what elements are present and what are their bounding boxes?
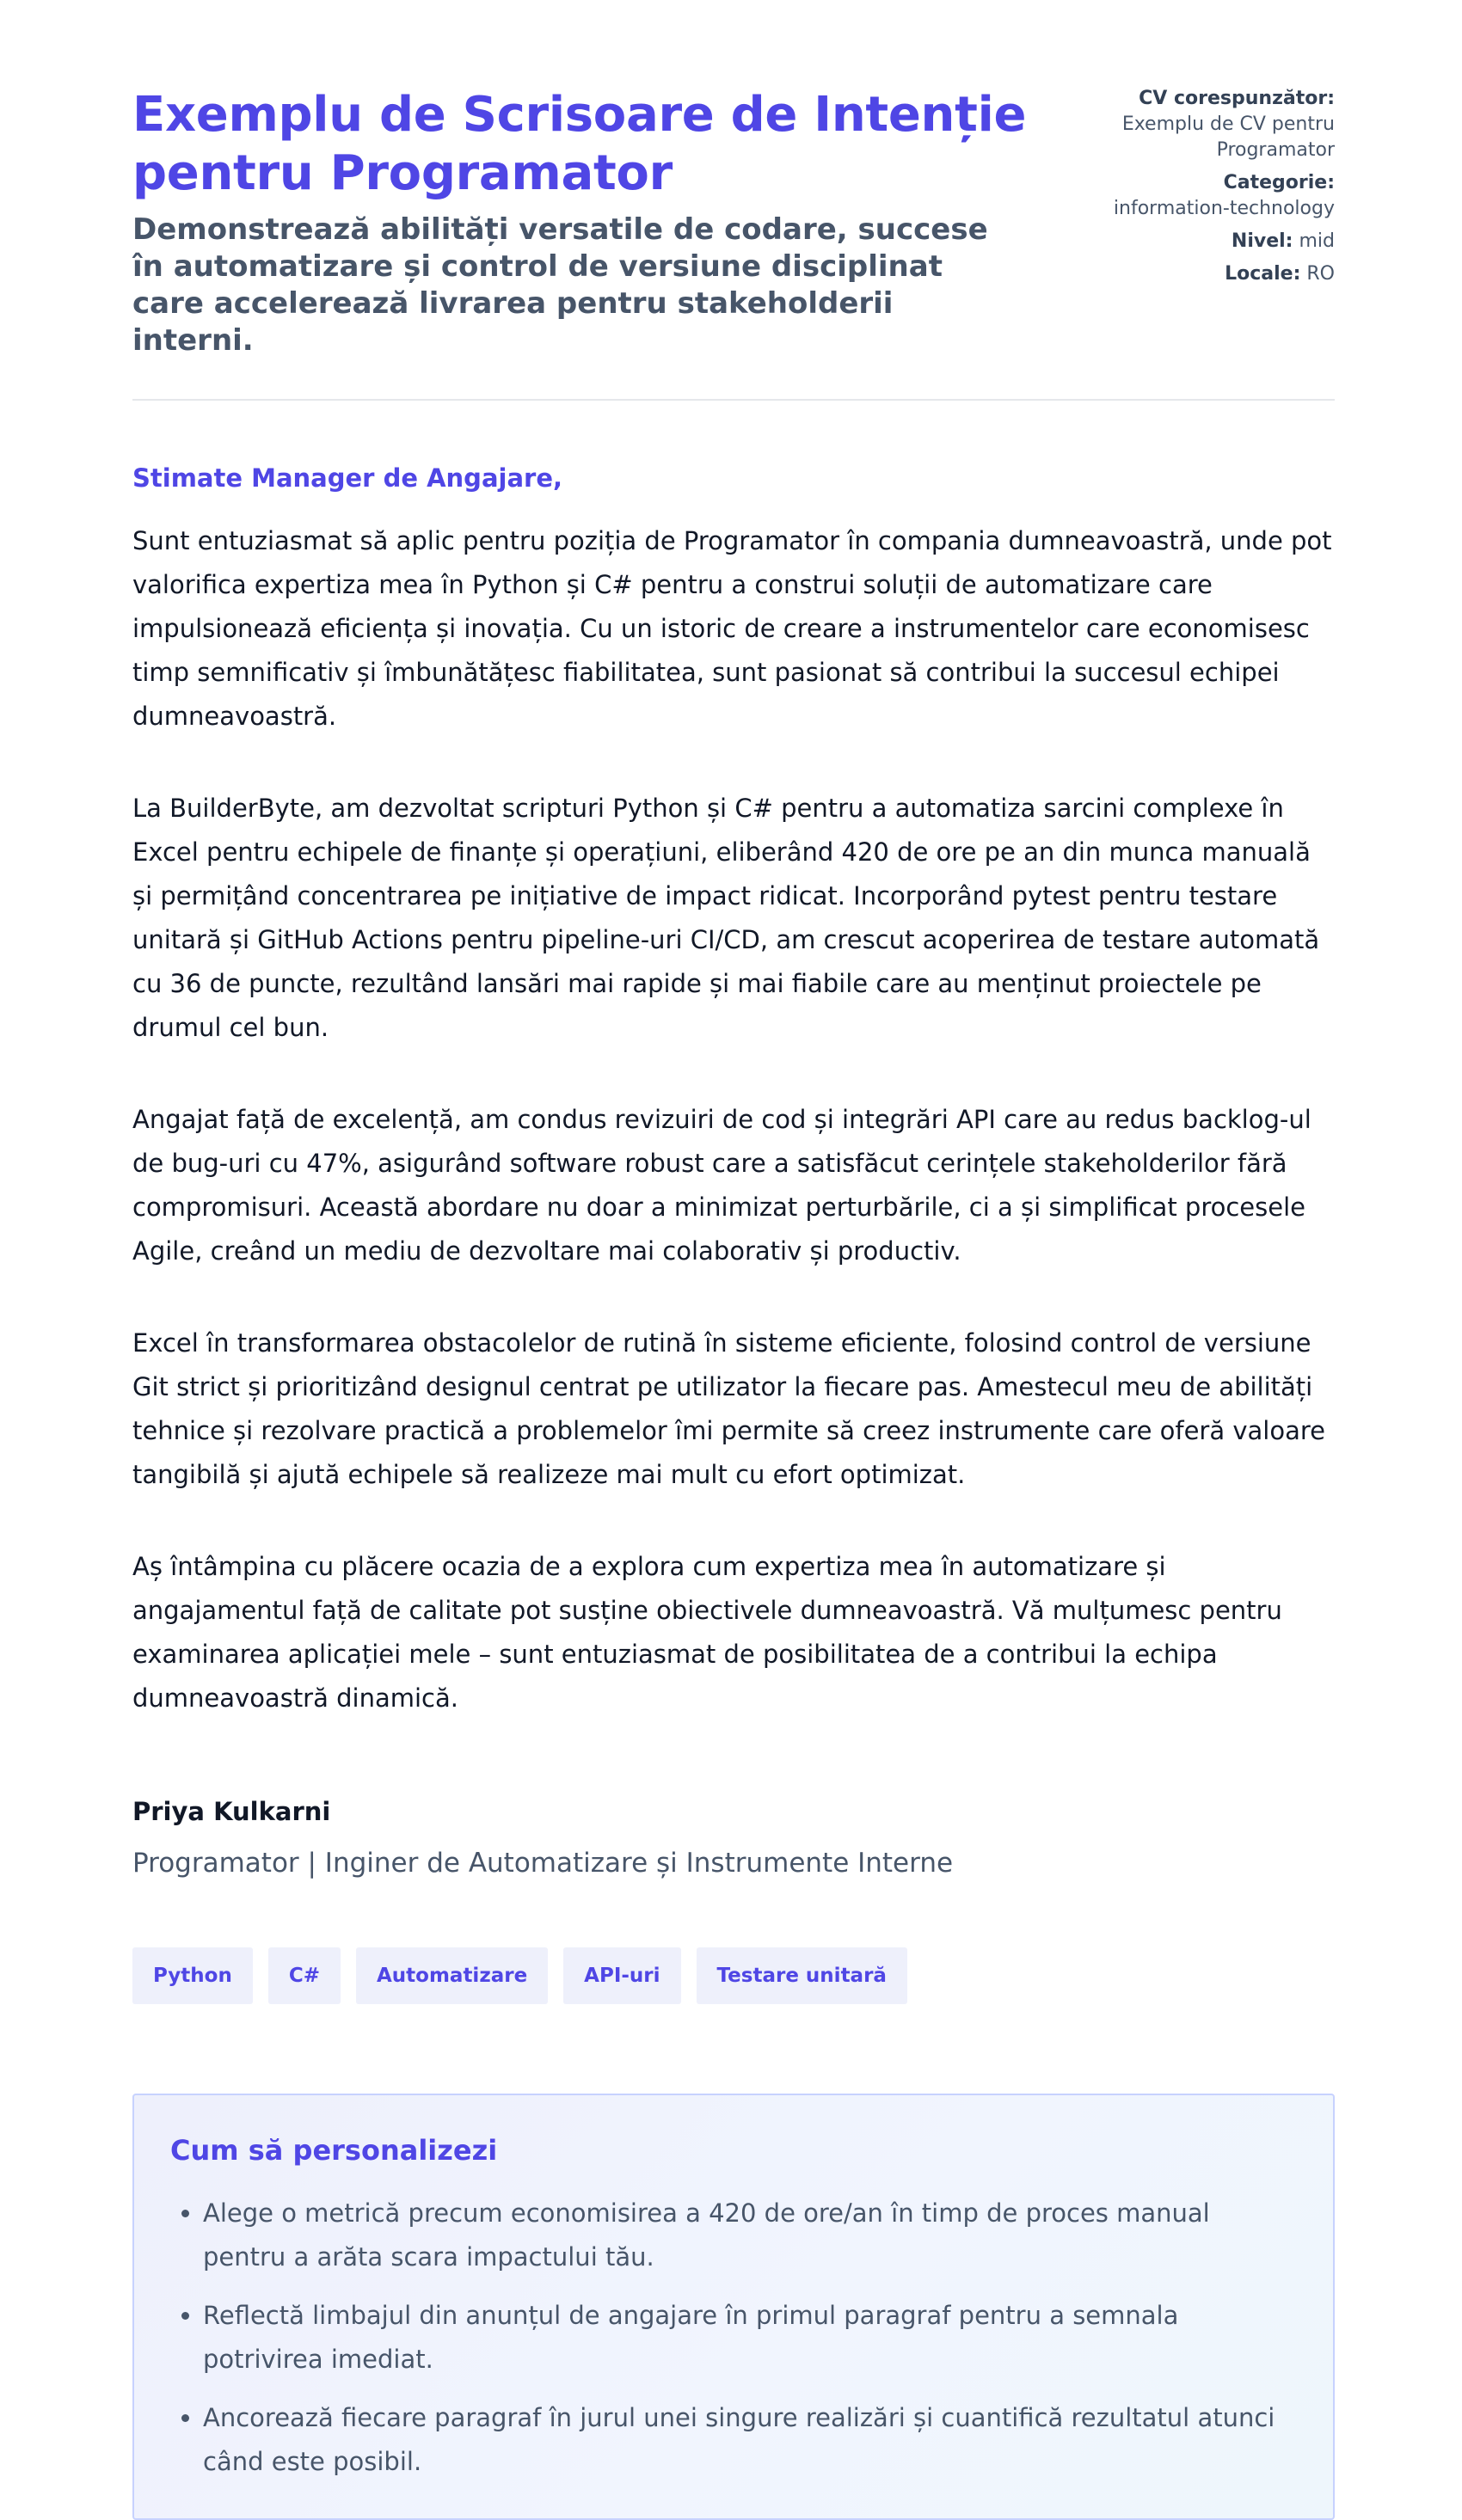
tip-item: • Alege o metrică precum economisirea a 420 de ore/an în timp de proces manual pentru a arăta scara impactului tău. bbox=[203, 2192, 1288, 2279]
skill-tag: API-uri bbox=[563, 1947, 680, 2004]
meta-matching-cv bbox=[1081, 86, 1335, 163]
signature-role: Programator | Inginer de Automatizare și Instrumente Interne bbox=[132, 1848, 954, 1879]
metadata-panel bbox=[1081, 86, 1335, 294]
letter-body bbox=[132, 519, 1335, 1720]
skill-tag: C# bbox=[268, 1947, 341, 2004]
signature-name: Priya Kulkarni bbox=[132, 1797, 331, 1826]
tips-list bbox=[170, 2192, 1288, 2484]
letter-paragraph: Aș întâmpina cu plăcere ocazia de a explora cum expertiza mea în automatizare și angajamentul față de calitate pot susține obiectivele dumneavoastră. Vă mulțumesc pentru examinarea aplicației mele – sunt entuziasmat de posibilitatea de a contribui la echipa dumneavoastră dinamică. bbox=[132, 1552, 1282, 1713]
meta-level-value: mid bbox=[1299, 230, 1335, 252]
skill-tag: Python bbox=[132, 1947, 253, 2004]
signature-block bbox=[132, 1794, 1335, 1880]
letter-greeting: Stimate Manager de Angajare, bbox=[132, 463, 563, 493]
header-title-block bbox=[132, 86, 1081, 359]
skill-tag: Automatizare bbox=[356, 1947, 548, 2004]
letter-paragraph: Excel în transformarea obstacolelor de rutină în sisteme eficiente, folosind control de versiune Git strict și prioritizând designul centrat pe utilizator la fiecare pas. Amestecul meu de abilități tehnice și rezolvare practică a problemelor îmi permite să creez instrumente care oferă valoare tangibilă și ajută echipele să realizeze mai mult cu efort optimizat. bbox=[132, 1328, 1325, 1489]
page-subtitle: Demonstrează abilități versatile de codare, succese în automatizare și control de versiune disciplinat care accelerează livrarea pentru stakeholderii interni. bbox=[132, 212, 988, 358]
tips-title: Cum să personalizezi bbox=[170, 2134, 498, 2167]
tip-item: • Ancorează fiecare paragraf în jurul unei singure realizări și cuantifică rezultatul atunci când este posibil. bbox=[203, 2396, 1288, 2484]
skill-tags bbox=[132, 1947, 1335, 2004]
meta-category-value: information-technology bbox=[1113, 198, 1335, 219]
page-title: Exemplu de Scrisoare de Intenție pentru Programator bbox=[132, 87, 1027, 201]
meta-locale bbox=[1081, 261, 1335, 287]
personalization-tips-box bbox=[132, 2094, 1335, 2520]
page-header bbox=[132, 86, 1335, 401]
skill-tag: Testare unitară bbox=[697, 1947, 907, 2004]
meta-cv-label: CV corespunzător: bbox=[1139, 88, 1335, 109]
meta-locale-label: Locale: bbox=[1225, 263, 1301, 285]
letter-paragraph: Sunt entuziasmat să aplic pentru poziția de Programator în compania dumneavoastră, unde pot valorifica expertiza mea în Python și C# pentru a construi soluții de automatizare care impulsionează eficiența și inovația. Cu un istoric de creare a instrumentelor care economisesc timp semnificativ și îmbunătățesc fiabilitatea, sunt pasionat să contribui la succesul echipei dumneavoastră. bbox=[132, 526, 1332, 731]
letter-paragraph: La BuilderByte, am dezvoltat scripturi Python și C# pentru a automatiza sarcini complexe în Excel pentru echipele de finanțe și operațiuni, eliberând 420 de ore pe an din munca manuală și permițând concentrarea pe inițiative de impact ridicat. Incorporând pytest pentru testare unitară și GitHub Actions pentru pipeline-uri CI/CD, am crescut acoperirea de testare automată cu 36 de puncte, rezultând lansări mai rapide și mai fiabile care au menținut proiectele pe drumul cel bun. bbox=[132, 794, 1320, 1042]
meta-locale-value: RO bbox=[1306, 263, 1335, 285]
letter-paragraph: Angajat față de excelență, am condus revizuiri de cod și integrări API care au redus backlog-ul de bug-uri cu 47%, asigurând software robust care a satisfăcut cerințele stakeholderilor fără compromisuri. Această abordare nu doar a minimizat perturbările, ci a și simplificat procesele Agile, creând un mediu de dezvoltare mai colaborativ și productiv. bbox=[132, 1105, 1312, 1266]
meta-category-label: Categorie: bbox=[1223, 172, 1335, 193]
meta-level bbox=[1081, 229, 1335, 254]
meta-category bbox=[1081, 170, 1335, 222]
tip-item: • Reflectă limbajul din anunțul de angajare în primul paragraf pentru a semnala potrivirea imediat. bbox=[203, 2294, 1288, 2382]
meta-level-label: Nivel: bbox=[1231, 230, 1293, 252]
meta-cv-value: Exemplu de CV pentru Programator bbox=[1121, 113, 1335, 161]
